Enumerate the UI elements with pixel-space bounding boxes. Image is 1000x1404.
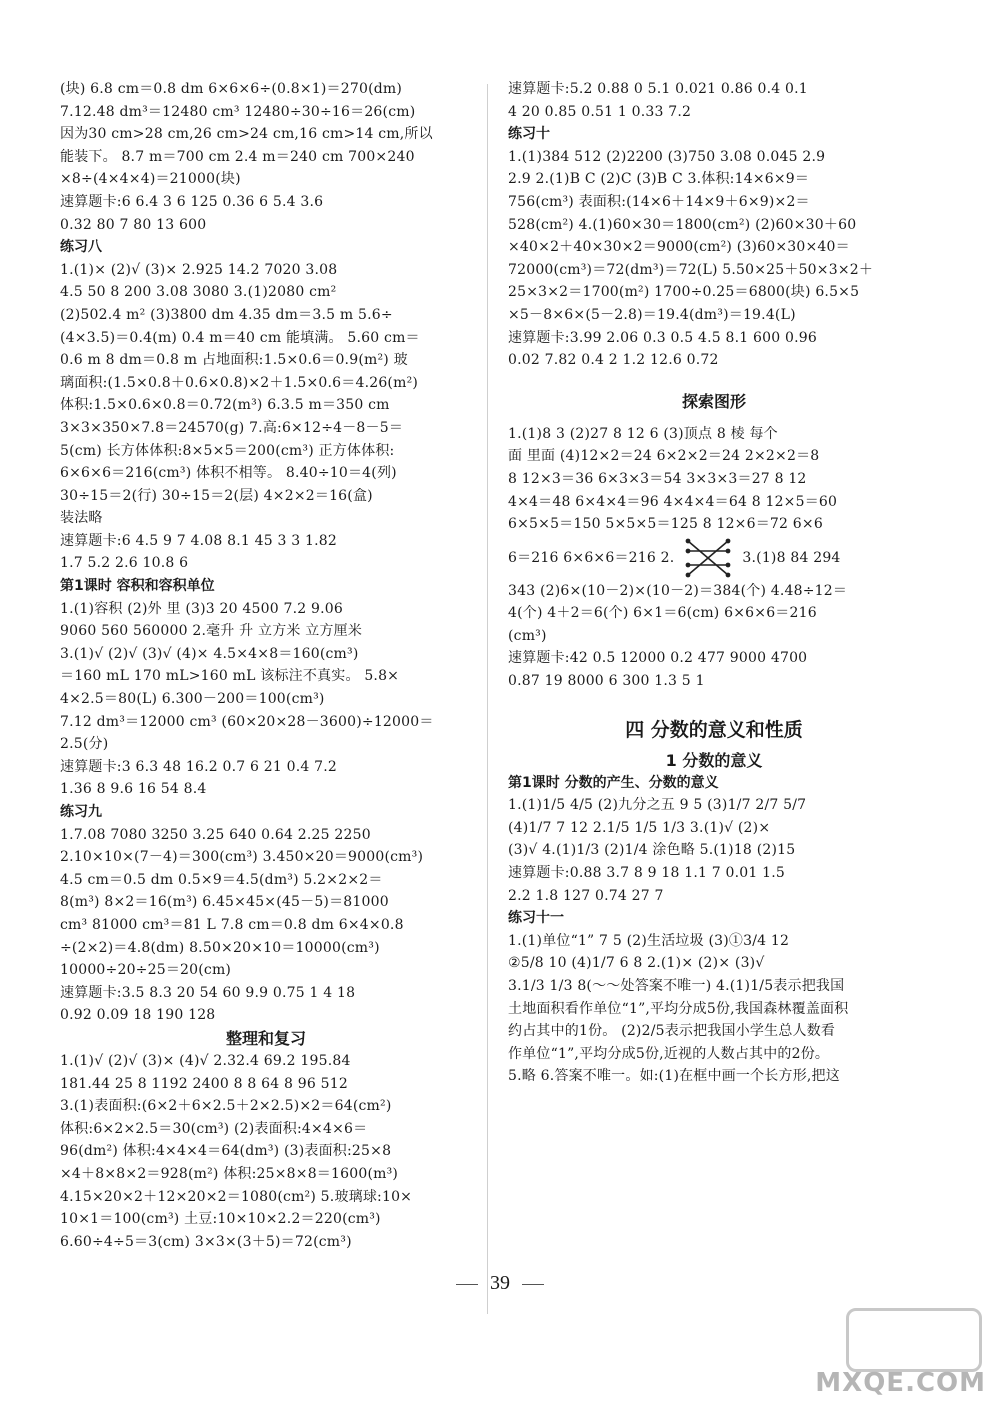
answer-line: 6×5×5＝150 5×5×5＝125 8 12×6＝72 6×6 <box>508 516 823 533</box>
section-heading: 第1课时 分数的产生、分数的意义 <box>508 774 719 791</box>
answer-line: ＝160 mL 170 mL>160 mL 该标注不真实。 5.8× <box>60 668 400 685</box>
logo-icon <box>846 1308 982 1372</box>
answer-line: 1.(1)√ (2)√ (3)× (4)√ 2.32.4 69.2 195.84 <box>60 1052 351 1069</box>
answer-line: 1.(1)8 3 (2)27 8 12 6 (3)顶点 8 棱 每个 <box>508 425 778 442</box>
answer-line: 1.36 8 9.6 16 54 8.4 <box>60 781 207 798</box>
answer-line: 528(cm²) 4.(1)60×30＝1800(cm²) (2)60×30＋60 <box>508 216 857 233</box>
answer-line: 璃面积:(1.5×0.8＋0.6×0.8)×2＋1.5×0.6＝4.26(m²) <box>60 374 419 391</box>
answer-line: 4.5 50 8 200 3.08 3080 3.(1)2080 cm² <box>60 284 337 301</box>
answer-line: (2)502.4 m² (3)3800 dm 4.35 dm＝3.5 m 5.6÷ <box>60 306 393 323</box>
answer-line: 4.5 cm＝0.5 dm 0.5×9＝4.5(dm³) 5.2×2×2＝ <box>60 871 383 888</box>
answer-line: 72000(cm³)＝72(dm³)＝72(L) 5.50×25＋50×3×2＋ <box>508 261 874 278</box>
answer-line: 1.(1)× (2)√ (3)× 2.925 14.2 7020 3.08 <box>60 261 338 278</box>
matching-lines-figure <box>680 537 736 579</box>
answer-line: 1.(1)容积 (2)外 里 (3)3 20 4500 7.2 9.06 <box>60 600 343 617</box>
answer-line: 速算题卡:6 4.5 9 7 4.08 8.1 45 3 3 1.82 <box>60 532 337 549</box>
answer-line: ×8÷(4×4×4)＝21000(块) <box>60 171 241 188</box>
section-title: 整理和复习 <box>225 1028 306 1048</box>
answer-line: 2.9 2.(1)B C (2)C (3)B C 3.体积:14×6×9＝ <box>508 171 810 188</box>
section-heading: 练习九 <box>60 804 102 820</box>
answer-line: 6.60÷4÷5＝3(cm) 3×3×(3＋5)＝72(cm³) <box>60 1233 352 1250</box>
answer-line: 因为30 cm>28 cm,26 cm>24 cm,16 cm>14 cm,所以 <box>60 126 433 143</box>
answer-line: 2.5(分) <box>60 736 109 753</box>
answer-line: 343 (2)6×(10－2)×(10－2)＝384(个) 4.48÷12＝ <box>508 582 848 599</box>
answer-line-with-figure <box>508 536 920 580</box>
answer-line: 速算题卡:42 0.5 12000 0.2 477 9000 4700 <box>508 650 808 667</box>
answer-line: (块) 6.8 cm＝0.8 dm 6×6×6÷(0.8×1)＝270(dm) <box>60 81 403 97</box>
column-divider <box>487 84 488 1314</box>
answer-line: 8(m³) 8×2＝16(m³) 6.45×45×(45－5)＝81000 <box>60 894 389 911</box>
answer-line: 1.(1)单位“1” 7 5 (2)生活垃圾 (3)①3/4 12 <box>508 932 790 949</box>
answer-line: 速算题卡:3.99 2.06 0.3 0.5 4.5 8.1 600 0.96 <box>508 329 817 346</box>
answer-line: 土地面积看作单位“1”,平均分成5份,我国森林覆盖面积 <box>508 1000 849 1017</box>
answer-line: ②5/8 10 (4)1/7 6 8 2.(1)× (2)× (3)√ <box>508 955 765 972</box>
answer-line: 体积:6×2×2.5＝30(cm³) (2)表面积:4×4×6＝ <box>60 1120 368 1137</box>
answer-line: 3×3×350×7.8＝24570(g) 7.高:6×12÷4－8－5＝ <box>60 419 404 436</box>
page-number-text: 39 <box>490 1272 510 1294</box>
answer-line: 1.(1)384 512 (2)2200 (3)750 3.08 0.045 2.9 <box>508 148 826 165</box>
answer-line: 4×4＝48 6×4×4＝96 4×4×4＝64 8 12×5＝60 <box>508 493 838 510</box>
section-heading: 第1课时 容积和容积单位 <box>60 578 215 595</box>
answer-line: (cm³) <box>508 627 547 644</box>
section-heading: 练习十 <box>508 126 550 143</box>
answer-line: ÷(2×2)＝4.8(dm) 8.50×20×10＝10000(cm³) <box>60 939 380 956</box>
answer-line: 7.12 dm³＝12000 cm³ (60×20×28－3600)÷12000＝ <box>60 713 434 730</box>
answer-line: 速算题卡:0.88 3.7 8 9 18 1.1 7 0.01 1.5 <box>508 865 785 882</box>
left-column <box>60 78 472 1253</box>
answer-line: (3)√ 4.(1)1/3 (2)1/4 涂色略 5.(1)18 (2)15 <box>508 842 796 859</box>
answer-line: 4(个) 4＋2＝6(个) 6×1＝6(cm) 6×6×6＝216 <box>508 605 817 622</box>
answer-line: 1.7 5.2 2.6 10.8 6 <box>60 555 189 572</box>
section-title: 探索图形 <box>681 391 746 411</box>
answer-line: 1.7.08 7080 3250 3.25 640 0.64 2.25 2250 <box>60 826 371 843</box>
section-heading: 练习八 <box>60 239 102 256</box>
answer-line: 速算题卡:3 6.3 48 16.2 0.7 6 21 0.4 7.2 <box>60 758 337 775</box>
answer-line: 3.1/3 1/3 8(～～处答案不唯一) 4.(1)1/5表示把我国 <box>508 978 845 994</box>
answer-line: 4×2.5＝80(L) 6.300－200＝100(cm³) <box>60 691 325 708</box>
answer-line: ×40×2＋40×30×2＝9000(cm²) (3)60×30×40＝ <box>508 239 850 256</box>
page-number <box>0 1272 1000 1295</box>
answer-text: 6＝216 6×6×6＝216 2. <box>508 549 675 566</box>
answer-line: 约占其中的1份。 (2)2/5表示把我国小学生总人数看 <box>508 1023 836 1040</box>
answer-line: 3.(1)表面积:(6×2＋6×2.5＋2×2.5)×2＝64(cm²) <box>60 1098 392 1115</box>
answer-line: 2.2 1.8 127 0.74 27 7 <box>508 887 664 904</box>
answer-line: 9060 560 560000 2.毫升 升 立方米 立方厘米 <box>60 623 363 640</box>
section-heading: 练习十一 <box>508 910 564 927</box>
answer-line: 10×1＝100(cm³) 土豆:10×10×2.2＝220(cm³) <box>60 1211 381 1228</box>
answer-line: 4.15×20×2＋12×20×2＝1080(cm²) 5.玻璃球:10× <box>60 1188 413 1205</box>
answer-line: 30÷15＝2(行) 30÷15＝2(层) 4×2×2＝16(盒) <box>60 487 373 504</box>
answer-line: 6×6×6＝216(cm³) 体积不相等。 8.40÷10＝4(列) <box>60 465 397 482</box>
right-column <box>508 78 920 1088</box>
answer-line: 4 20 0.85 0.51 1 0.33 7.2 <box>508 103 692 120</box>
answer-line: 181.44 25 8 1192 2400 8 8 64 8 96 512 <box>60 1075 348 1092</box>
answer-line: 速算题卡:6 6.4 3 6 125 0.36 6 5.4 3.6 <box>60 193 324 210</box>
answer-line: 0.02 7.82 0.4 2 1.2 12.6 0.72 <box>508 352 719 369</box>
answer-line: (4)1/7 7 12 2.1/5 1/5 1/3 3.(1)√ (2)× <box>508 819 771 836</box>
answer-line: 作单位“1”,平均分成5份,近视的人数占其中的2份。 <box>508 1045 830 1062</box>
answer-line: 2.10×10×(7－4)＝300(cm³) 3.450×20＝9000(cm³) <box>60 849 424 866</box>
answer-line: 3.(1)√ (2)√ (3)√ (4)× 4.5×4×8＝160(cm³) <box>60 645 359 662</box>
section-title: 1 分数的意义 <box>665 750 763 770</box>
answer-text: 3.(1)8 84 294 <box>742 549 841 566</box>
answer-line: 0.32 80 7 80 13 600 <box>60 216 207 233</box>
answer-line: 0.87 19 8000 6 300 1.3 5 1 <box>508 673 705 690</box>
answer-line: (4×3.5)＝0.4(m) 0.4 m＝40 cm 能填满。 5.60 cm＝ <box>60 329 420 346</box>
answer-line: 7.12.48 dm³＝12480 cm³ 12480÷30÷16＝26(cm) <box>60 103 416 120</box>
watermark-logo <box>815 1308 992 1400</box>
watermark-text: MXQE.COM <box>815 1368 986 1398</box>
answer-line: 面 里面 (4)12×2＝24 6×2×2＝24 2×2×2＝8 <box>508 448 820 465</box>
answer-line: ×5－8×6×(5－2.8)＝19.4(dm³)＝19.4(L) <box>508 306 796 323</box>
answer-line: 1.(1)1/5 4/5 (2)九分之五 9 5 (3)1/7 2/7 5/7 <box>508 797 807 814</box>
chapter-title: 四 分数的意义和性质 <box>625 718 803 741</box>
answer-line: 96(dm²) 体积:4×4×4＝64(dm³) (3)表面积:25×8 <box>60 1143 392 1160</box>
answer-line: 25×3×2＝1700(m²) 1700÷0.25＝6800(块) 6.5×5 <box>508 284 860 301</box>
answer-line: 速算题卡:3.5 8.3 20 54 60 9.9 0.75 1 4 18 <box>60 984 356 1001</box>
answer-line: 10000÷20÷25＝20(cm) <box>60 962 232 979</box>
answer-line: 0.6 m 8 dm＝0.8 m 占地面积:1.5×0.6＝0.9(m²) 玻 <box>60 352 408 369</box>
answer-line: 5.略 6.答案不唯一。如:(1)在框中画一个长方形,把这 <box>508 1068 840 1085</box>
answer-line: cm³ 81000 cm³＝81 L 7.8 cm＝0.8 dm 6×4×0.8 <box>60 916 404 933</box>
answer-line: ×4＋8×8×2＝928(m²) 体积:25×8×8＝1600(m³) <box>60 1165 399 1182</box>
answer-line: 速算题卡:5.2 0.88 0 5.1 0.021 0.86 0.4 0.1 <box>508 81 808 97</box>
answer-line: 体积:1.5×0.6×0.8＝0.72(m³) 6.3.5 m＝350 cm <box>60 397 390 414</box>
answer-line: 装法略 <box>60 510 103 527</box>
answer-line: 0.92 0.09 18 190 128 <box>60 1007 216 1024</box>
answer-line: 756(cm³) 表面积:(14×6＋14×9＋6×9)×2＝ <box>508 193 810 210</box>
answer-line: 8 12×3＝36 6×3×3＝54 3×3×3＝27 8 12 <box>508 470 807 487</box>
answer-line: 能装下。 8.7 m＝700 cm 2.4 m＝240 cm 700×240 <box>60 148 415 165</box>
answer-line: 5(cm) 长方体体积:8×5×5＝200(cm³) 正方体体积: <box>60 442 395 459</box>
